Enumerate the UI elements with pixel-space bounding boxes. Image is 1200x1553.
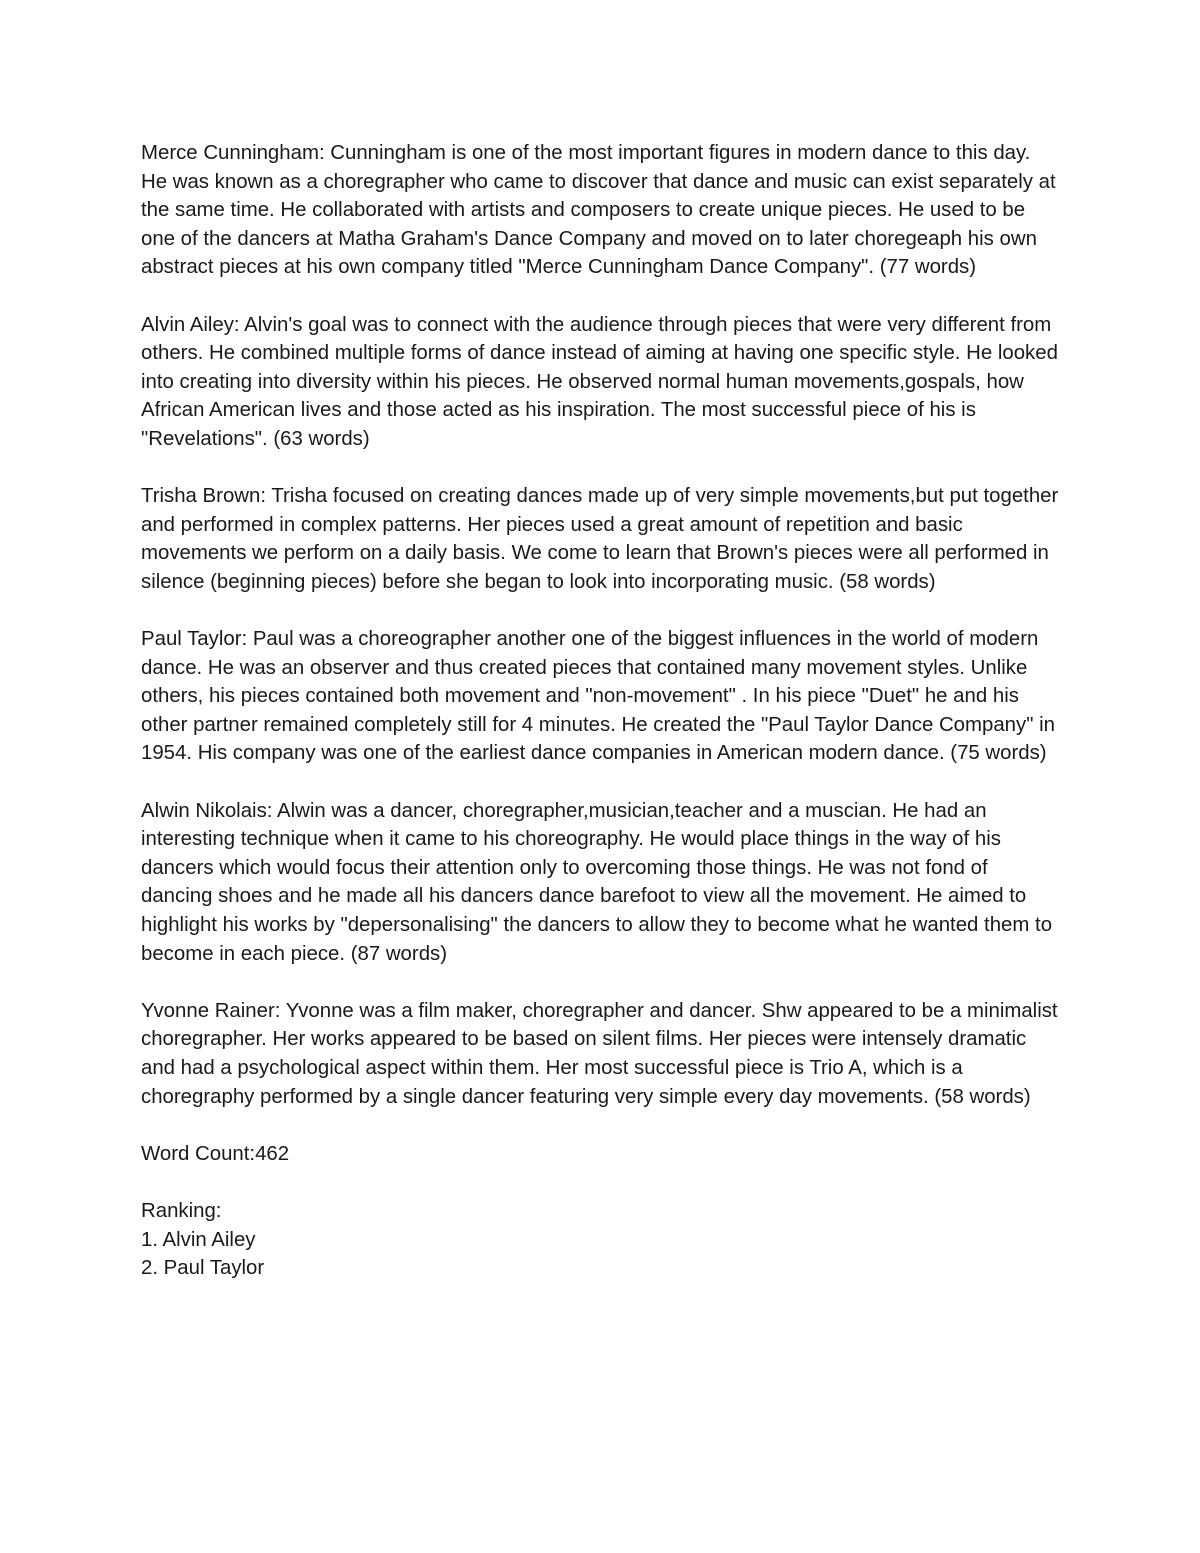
paragraph-alwin-nikolais: Alwin Nikolais: Alwin was a dancer, choregrapher,musician,teacher and a muscian. He had an interesting technique when it came to his choreography. He would place things in the way of his dancers which would focus their attention only to overcoming those things. He was not fond of dancing shoes and he made all his dancers dance barefoot to view all the movement. He aimed to highlight his works by "depersonalising" the dancers to allow they to become what he wanted them to become in each piece. (87 words) [141, 799, 1053, 965]
ranking-item: 2. Paul Taylor [141, 1257, 265, 1280]
paragraph-paul-taylor: Paul Taylor: Paul was a choreographer another one of the biggest influences in the world of modern dance. He was an observer and thus created pieces that contained many movement styles. Unlike others, his pieces contained both movement and "non-movement" . In his piece "Duet" he and his other partner remained completely still for 4 minutes. He created the "Paul Taylor Dance Company" in 1954. His company was one of the earliest dance companies in American modern dance. (75 words) [141, 628, 1055, 765]
paragraph-trisha-brown: Trisha Brown: Trisha focused on creating dances made up of very simple movements,but put together and performed in complex patterns. Her pieces used a great amount of repetition and basic movements we perform on a daily basis. We come to learn that Brown's pieces were all performed in silence (beginning pieces) before she began to look into incorporating music. (58 words) [141, 485, 1059, 593]
ranking-item: 1. Alvin Ailey [141, 1228, 256, 1251]
ranking-heading: Ranking: [141, 1199, 222, 1222]
word-count: Word Count:462 [141, 1142, 290, 1165]
document-page [141, 139, 1061, 1283]
paragraph-merce-cunningham: Merce Cunningham: Cunningham is one of the most important figures in modern dance to this day. He was known as a choregrapher who came to discover that dance and music can exist separately at the same time. He collaborated with artists and composers to create unique pieces. He used to be one of the dancers at Matha Graham's Dance Company and moved on to later choregeaph his own abstract pieces at his own company titled "Merce Cunningham Dance Company". (77 words) [141, 142, 1056, 279]
ranking-list [141, 1226, 1061, 1283]
paragraph-yvonne-rainer: Yvonne Rainer: Yvonne was a film maker, choregrapher and dancer. Shw appeared to be a minimalist choregrapher. Her works appeared to be based on silent films. Her pieces were intensely dramatic and had a psychological aspect within them. Her most successful piece is Trio A, which is a choregraphy performed by a single dancer featuring very simple every day movements. (58 words) [141, 999, 1058, 1108]
ranking-section [141, 1197, 1061, 1283]
paragraph-alvin-ailey: Alvin Ailey: Alvin's goal was to connect with the audience through pieces that were very different from others. He combined multiple forms of dance instead of aiming at having one specific style. He looked into creating into diversity within his pieces. He observed normal human movements,gospals, how African American lives and those acted as his inspiration. The most successful piece of his is "Revelations". (63 words) [141, 313, 1058, 450]
